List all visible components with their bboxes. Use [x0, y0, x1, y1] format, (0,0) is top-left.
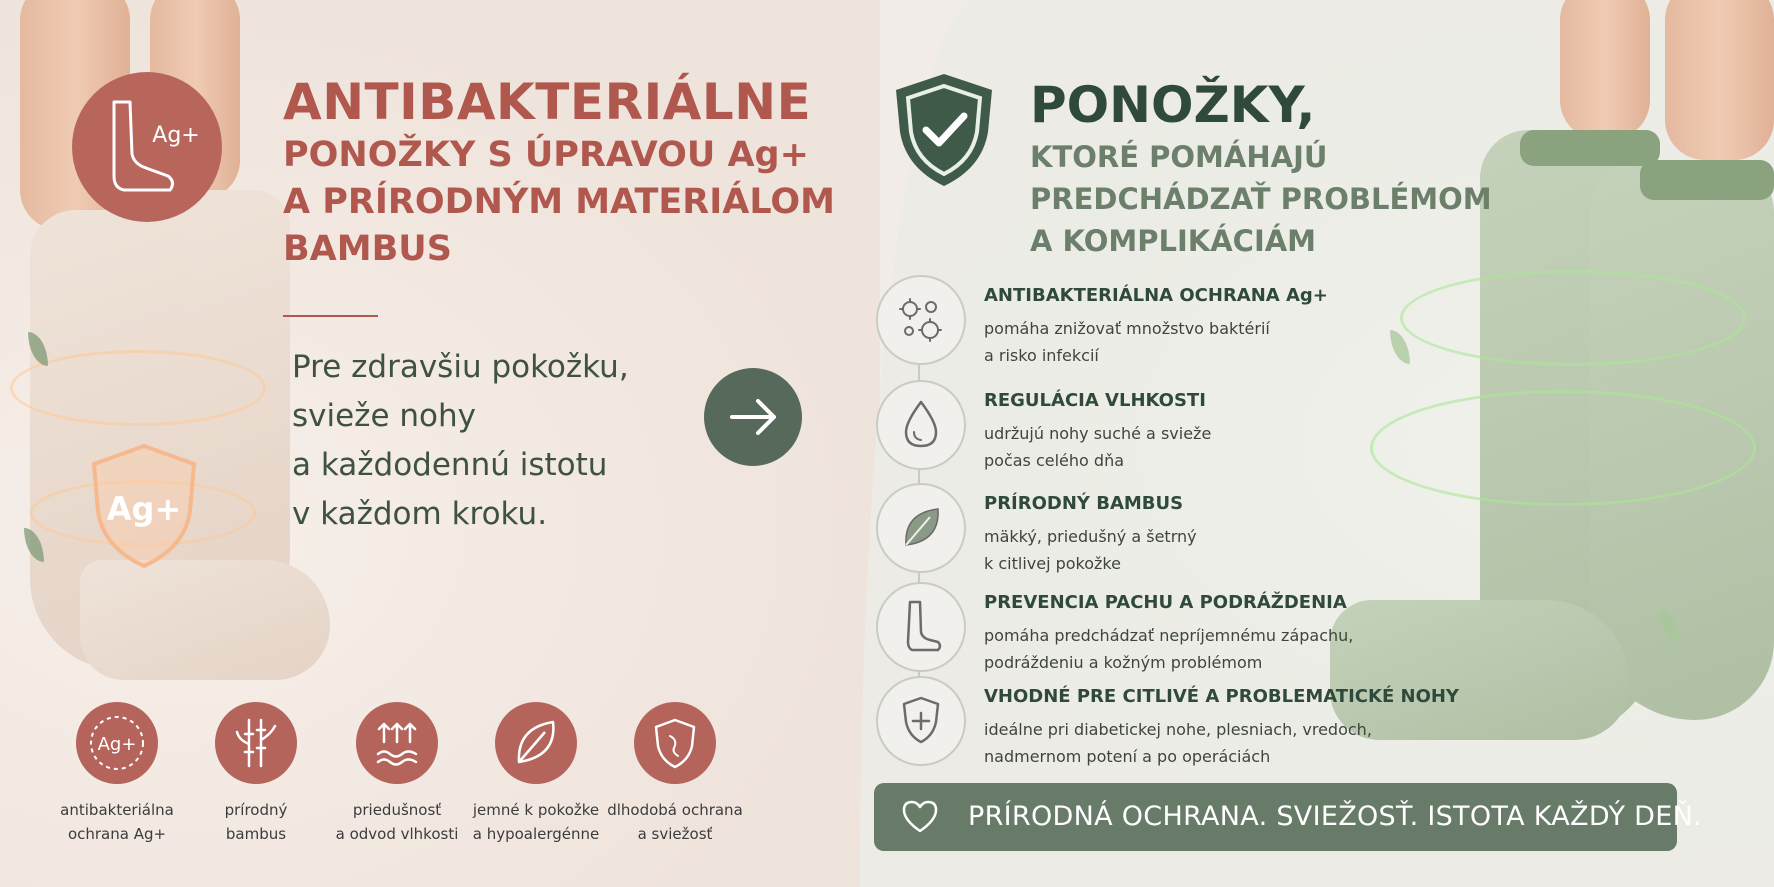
feature-icons-row [40, 700, 800, 850]
benefit-title: VHODNÉ PRE CITLIVÉ A PROBLEMATICKÉ NOHY [984, 686, 1459, 707]
medical-shield-icon [878, 678, 964, 764]
feature-icon-circle [76, 702, 158, 784]
right-title-main: PONOŽKY, [1030, 76, 1316, 134]
leaf-icon [495, 702, 577, 784]
benefit-desc: podráždeniu a kožným problémom [984, 653, 1263, 672]
hero-title-line3: A PRÍRODNÝM MATERIÁLOM [283, 182, 835, 222]
feature-item-long-protection [600, 700, 750, 846]
benefit-title: PRÍRODNÝ BAMBUS [984, 493, 1184, 514]
feature-item-breathability [322, 700, 472, 846]
feature-icon-circle [215, 702, 297, 784]
hero-title-line1: ANTIBAKTERIÁLNE [283, 73, 812, 131]
benefit-desc: pomáha znižovať množstvo baktérií [984, 319, 1270, 338]
arrow-right-icon [704, 368, 802, 466]
hero-divider [283, 315, 378, 317]
bamboo-icon [215, 702, 297, 784]
feature-item-bamboo [181, 700, 331, 846]
benefit-icon-circle [876, 483, 966, 573]
tagline-line: svieže nohy [292, 398, 476, 434]
feature-icon-circle [356, 702, 438, 784]
shield-icon [634, 702, 716, 784]
feature-item-antibacterial [42, 700, 192, 846]
ag-plus-icon [76, 702, 158, 784]
next-arrow-button[interactable] [704, 368, 802, 466]
feature-label: prírodný [224, 801, 288, 819]
feature-label: jemné k pokožke [472, 801, 600, 819]
ag-shield-icon [84, 440, 204, 572]
benefit-icon-circle [876, 275, 966, 365]
benefit-desc: pomáha predchádzať nepríjemnému zápachu, [984, 626, 1354, 645]
benefit-icon-circle [876, 676, 966, 766]
hero-title-line4: BAMBUS [283, 229, 452, 269]
benefit-desc: a risko infekcií [984, 346, 1099, 365]
right-title-sub: A KOMPLIKÁCIÁM [1030, 224, 1317, 258]
hero-title [283, 72, 835, 273]
feature-label: ochrana Ag+ [67, 825, 167, 843]
right-title [1030, 74, 1492, 262]
benefit-icon-circle [876, 582, 966, 672]
bacteria-icon [878, 277, 964, 363]
water-drop-icon [878, 382, 964, 468]
feature-label: antibakteriálna [60, 801, 174, 819]
benefit-title: REGULÁCIA VLHKOSTI [984, 390, 1206, 411]
feature-label: bambus [225, 825, 287, 843]
tagline-line: Pre zdravšiu pokožku, [292, 349, 629, 385]
ag-shield-text: Ag+ [106, 490, 182, 528]
foot-icon [72, 72, 222, 222]
feature-label: priedušnosť [352, 801, 442, 819]
hero-tagline [292, 343, 652, 539]
slogan-text: PRÍRODNÁ OCHRANA. SVIEŽOSŤ. ISTOTA KAŽDÝ DEŇ. [968, 801, 1702, 832]
right-title-sub: PREDCHÁDZAŤ PROBLÉMOM [1030, 182, 1492, 216]
benefit-desc: počas celého dňa [984, 451, 1125, 470]
benefit-desc: ideálne pri diabetickej nohe, plesniach, vredoch, [984, 720, 1372, 739]
feature-item-gentle [461, 700, 611, 846]
tagline-line: a každodennú istotu [292, 447, 608, 483]
airflow-icon [356, 702, 438, 784]
feature-label: a hypoalergénne [472, 825, 600, 843]
feature-label: a sviežosť [637, 825, 713, 843]
slogan-banner[interactable] [874, 783, 1702, 851]
right-title-sub: KTORÉ POMÁHAJÚ [1030, 140, 1328, 174]
foot-icon [878, 584, 964, 670]
benefit-desc: k citlivej pokožke [984, 554, 1121, 573]
feature-icon-circle [634, 702, 716, 784]
feature-label: dlhodobá ochrana [607, 801, 743, 819]
hero-title-line2: PONOŽKY S ÚPRAVOU Ag+ [283, 135, 809, 175]
heart-icon [900, 797, 940, 837]
ag-icon-text: Ag+ [97, 734, 137, 755]
leaf-icon [878, 485, 964, 571]
feature-label: a odvod vlhkosti [335, 825, 459, 843]
ag-badge-text: Ag+ [152, 123, 200, 148]
benefit-desc: udržujú nohy suché a svieže [984, 424, 1212, 443]
ag-foot-badge [72, 72, 222, 222]
benefit-desc: mäkký, priedušný a šetrný [984, 527, 1197, 546]
benefit-title: ANTIBAKTERIÁLNA OCHRANA Ag+ [984, 285, 1328, 306]
benefit-title: PREVENCIA PACHU A PODRÁŽDENIA [984, 592, 1347, 613]
feature-icon-circle [495, 702, 577, 784]
benefit-icon-circle [876, 380, 966, 470]
check-shield-icon [890, 70, 998, 190]
tagline-line: v každom kroku. [292, 496, 548, 532]
benefit-desc: nadmernom potení a po operáciách [984, 747, 1271, 766]
